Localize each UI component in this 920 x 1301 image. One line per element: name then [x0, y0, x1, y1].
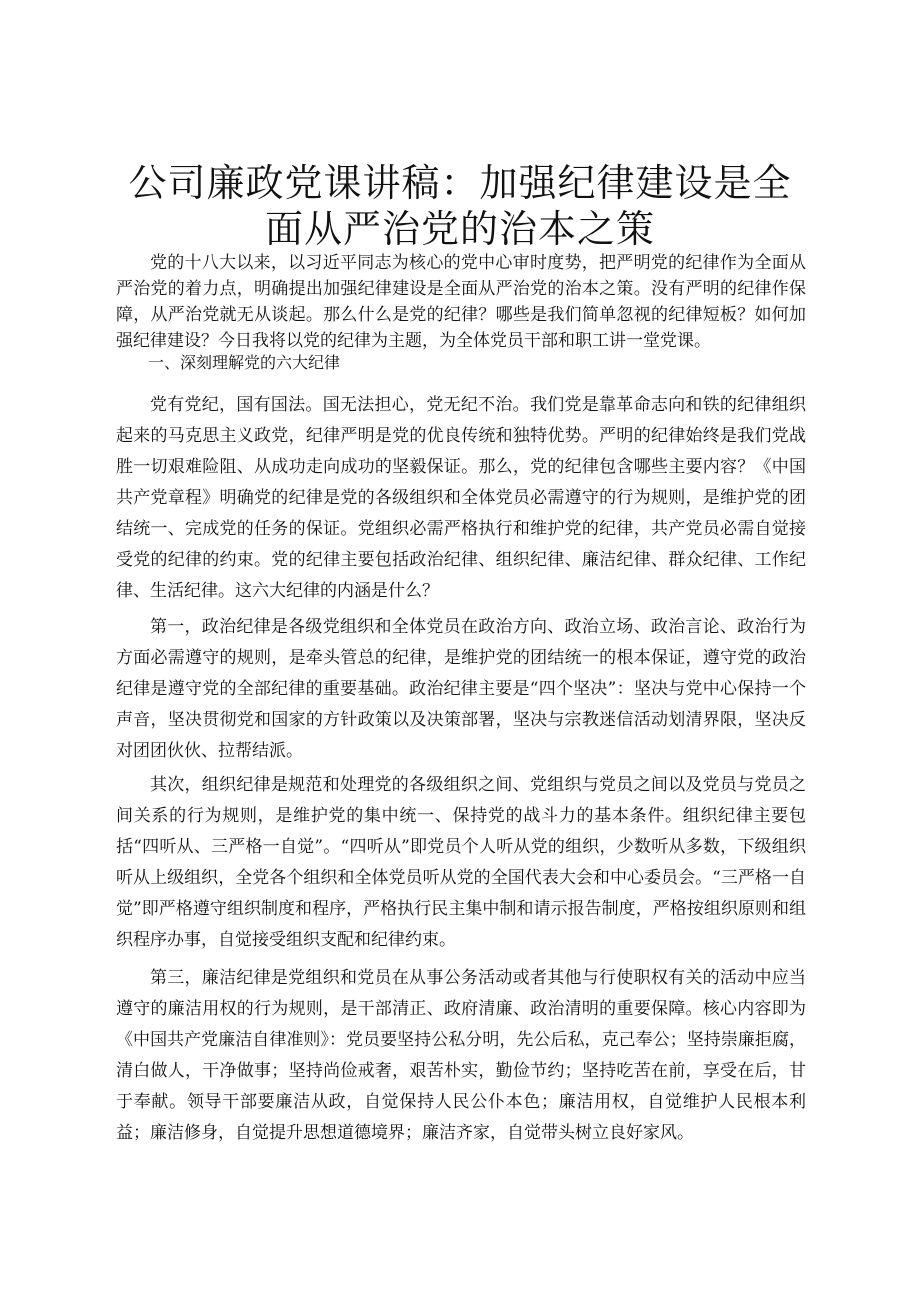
- document-title: 公司廉政党课讲稿：加强纪律建设是全面从严治党的治本之策: [128, 161, 792, 251]
- body-paragraph: 第一，政治纪律是各级党组织和全体党员在政治方向、政治立场、政治言论、政治行为方面必需遵守的规则，是牵头管总的纪律，是维护党的团结统一的根本保证，遵守党的政治纪律是遵守党的全部纪律的重要基础。政治纪律主要是“四个坚决”：坚决与党中心保持一个声音，坚决贯彻党和国家的方针政策以及决策部署，坚决与宗教迷信活动划清界限，坚决反对团团伙伙、拉帮结派。: [116, 617, 806, 761]
- body-paragraph: 其次，组织纪律是规范和处理党的各级组织之间、党组织与党员之间以及党员与党员之间关系的行为规则，是维护党的集中统一、保持党的战斗力的基本条件。组织纪律主要包括“四听从、三严格一自觉”。“四听从”即党员个人听从党的组织，少数听从多数，下级组织听从上级组织，全党各个组织和全体党员听从党的全国代表大会和中心委员会。“三严格一自觉”即严格遵守组织制度和程序，严格执行民主集中制和请示报告制度，严格按组织原则和组织程序办事，自觉接受组织支配和纪律约束。: [116, 775, 806, 950]
- section-heading: 一、深刻理解党的六大纪律: [148, 353, 341, 372]
- body-paragraph: 第三，廉洁纪律是党组织和党员在从事公务活动或者其他与行使职权有关的活动中应当遵守的廉洁用权的行为规则，是干部清正、政府清廉、政治清明的重要保障。核心内容即为《中国共产党廉洁自律准则》：党员要坚持公私分明，先公后私，克己奉公；坚持崇廉拒腐，清白做人，干净做事；坚持尚俭戒奢，艰苦朴实，勤俭节约；坚持吃苦在前，享受在后，甘于奉献。领导干部要廉洁从政，自觉保持人民公仆本色；廉洁用权，自觉维护人民根本利益；廉洁修身，自觉提升思想道德境界；廉洁齐家，自觉带头树立良好家风。: [116, 968, 806, 1143]
- body-paragraph: 党有党纪，国有国法。国无法担心，党无纪不治。我们党是靠革命志向和铁的纪律组织起来的马克思主义政党，纪律严明是党的优良传统和独特优势。严明的纪律始终是我们党战胜一切艰难险阻、从成功走向成功的坚毅保证。那么，党的纪律包含哪些主要内容？《中国共产党章程》明确党的纪律是党的各级组织和全体党员必需遵守的行为规则，是维护党的团结统一、完成党的任务的保证。党组织必需严格执行和维护党的纪律，共产党员必需自觉接受党的纪律的约束。党的纪律主要包括政治纪律、组织纪律、廉洁纪律、群众纪律、工作纪律、生活纪律。这六大纪律的内涵是什么？: [116, 395, 806, 601]
- intro-paragraph: 党的十八大以来，以习近平同志为核心的党中心审时度势，把严明党的纪律作为全面从严治党的着力点，明确提出加强纪律建设是全面从严治党的治本之策。没有严明的纪律作保障，从严治党就无从谈起。那么什么是党的纪律？哪些是我们简单忽视的纪律短板？如何加强纪律建设？今日我将以党的纪律为主题，为全体党员干部和职工讲一堂党课。: [116, 253, 806, 351]
